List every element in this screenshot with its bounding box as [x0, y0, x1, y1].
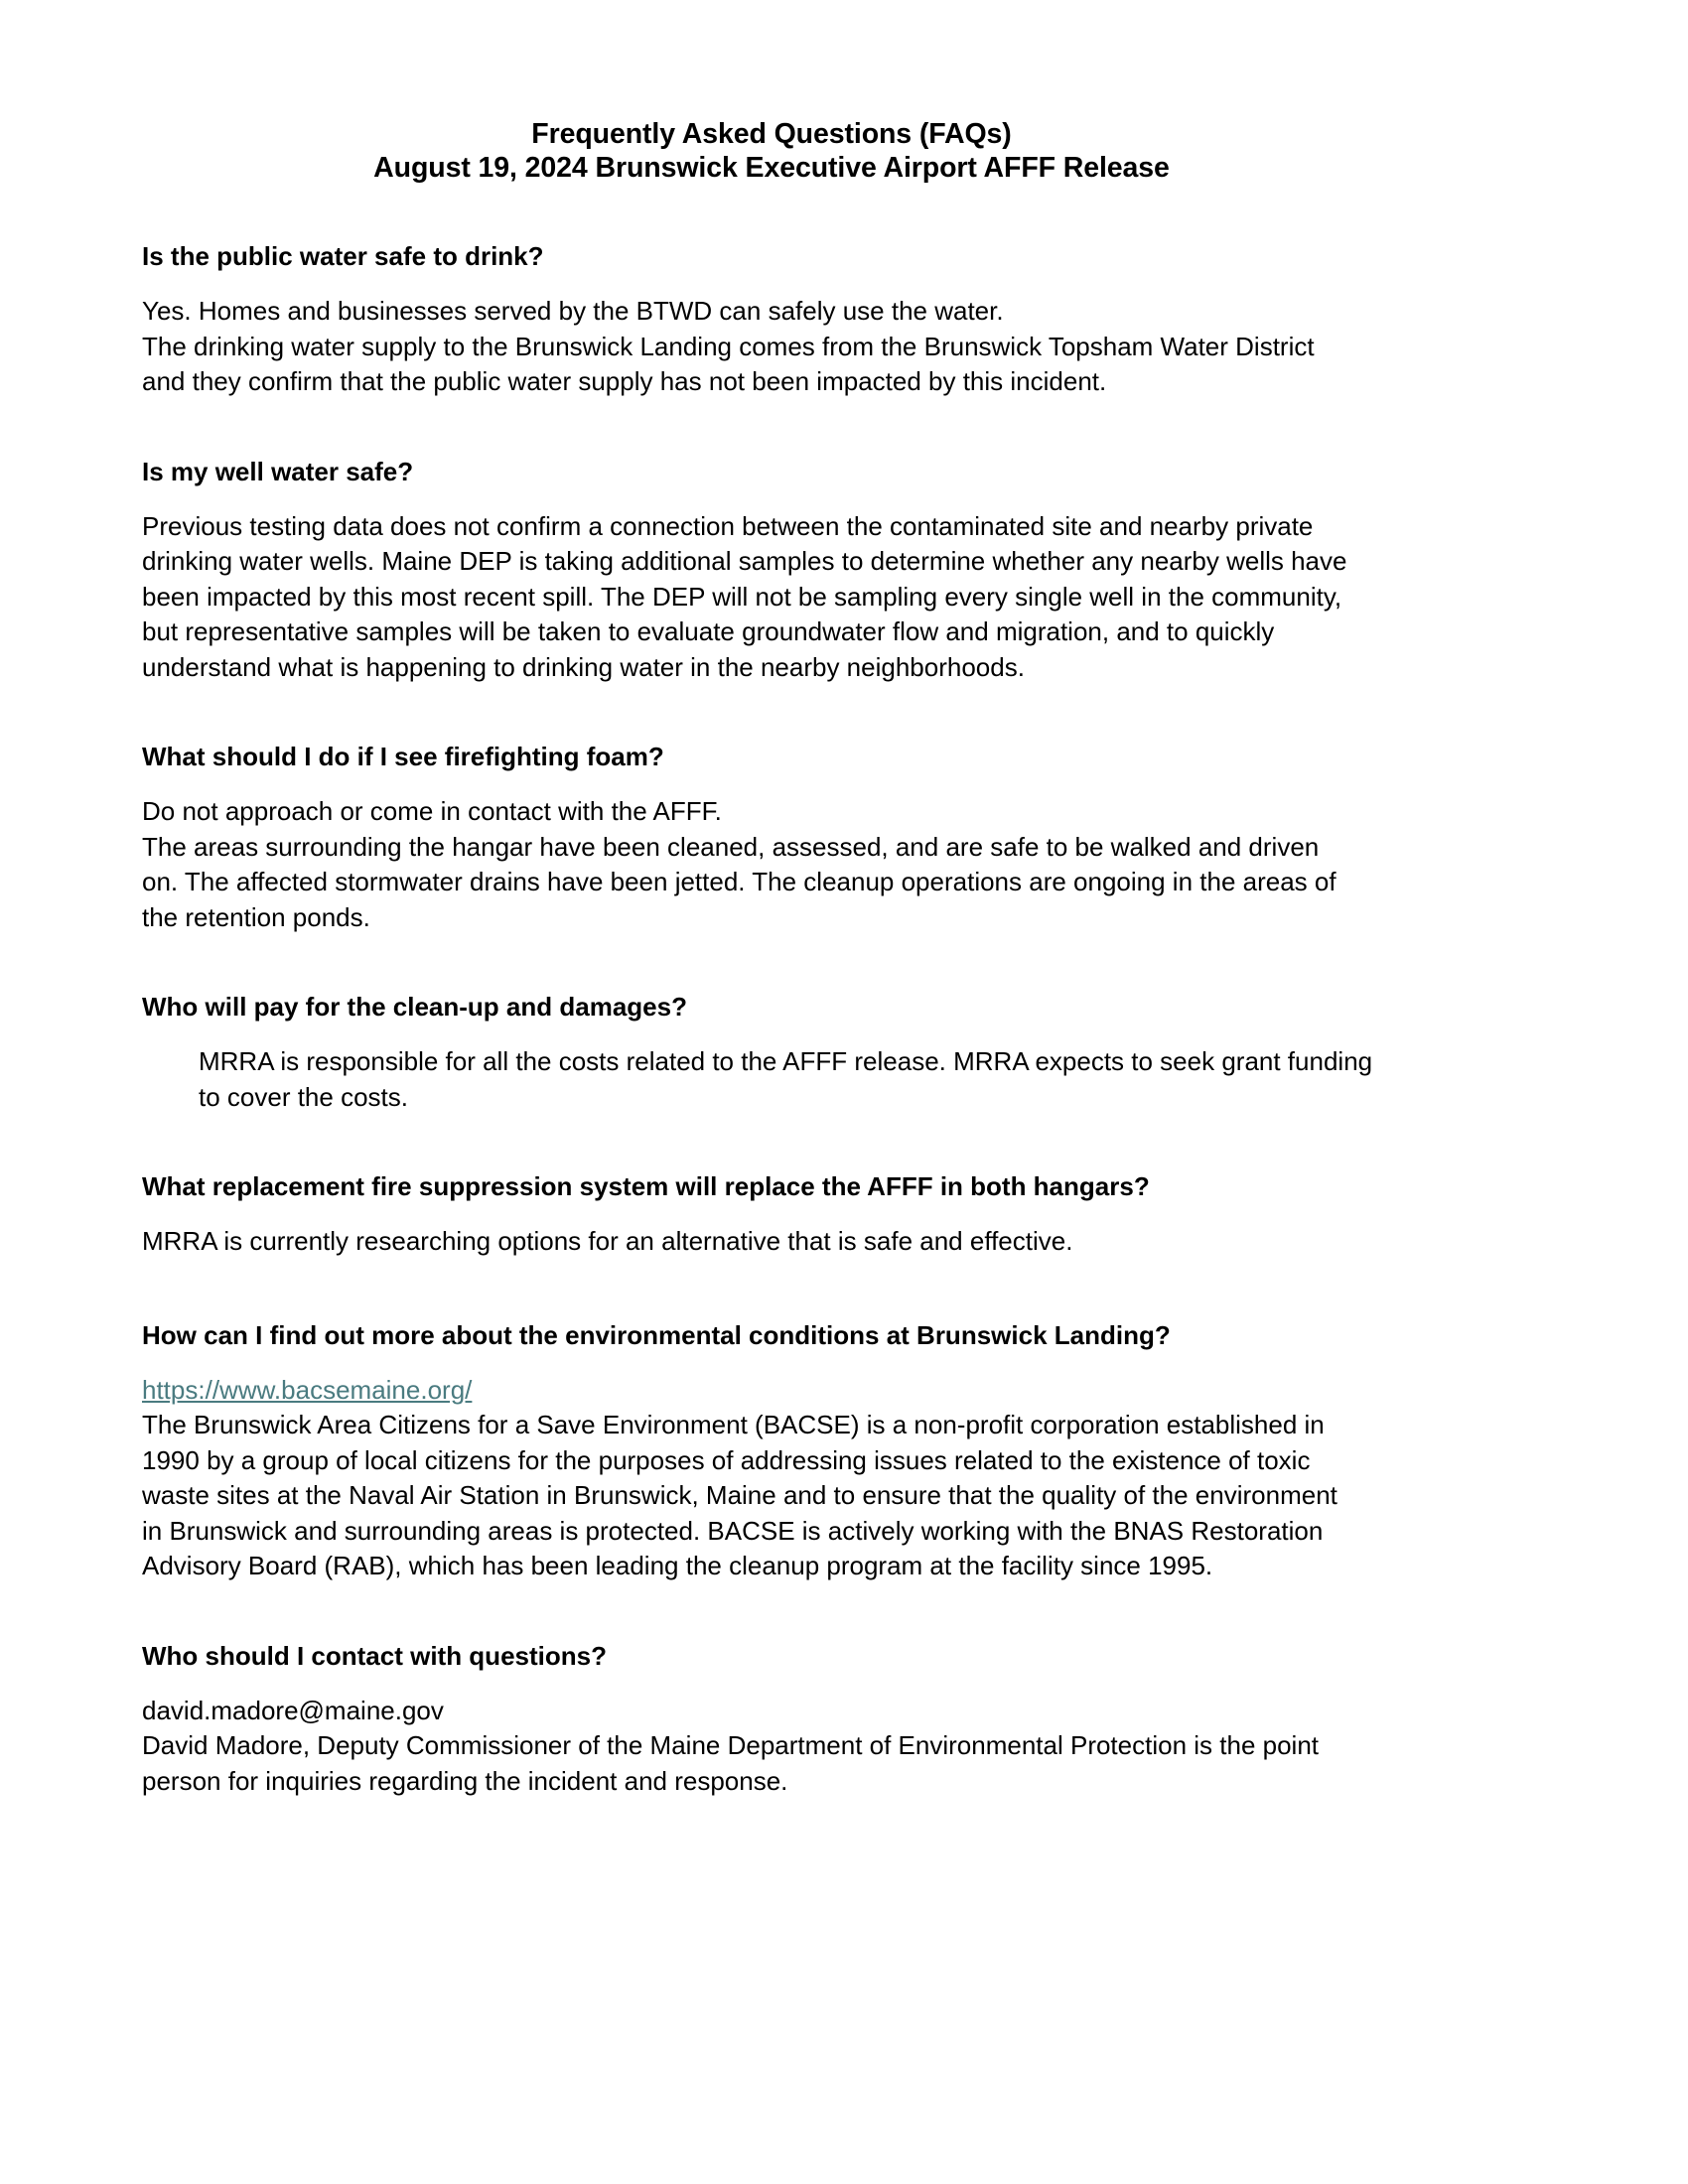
- answer-line: MRRA is currently researching options for an alternative that is safe and effective.: [142, 1226, 1073, 1256]
- spacer: [142, 685, 1423, 741]
- faq-section-environmental-conditions: [142, 1319, 1423, 1584]
- answer-line: but representative samples will be taken to evaluate groundwater flow and migration, and to quickly: [142, 616, 1275, 646]
- faq-answer: [142, 1373, 1423, 1584]
- spacer: [142, 1023, 1423, 1044]
- faq-answer: [142, 294, 1423, 400]
- answer-line: 1990 by a group of local citizens for the purposes of addressing issues related to the existence of toxic: [142, 1444, 1311, 1475]
- answer-line: Do not approach or come in contact with the AFFF.: [142, 796, 722, 826]
- answer-line: understand what is happening to drinking water in the nearby neighborhoods.: [142, 651, 1025, 682]
- bacse-website-link[interactable]: https://www.bacsemaine.org/: [142, 1374, 473, 1405]
- faq-answer: [142, 509, 1423, 686]
- faq-answer: [142, 794, 1423, 935]
- faq-question-heading: What replacement fire suppression system will replace the AFFF in both hangars?: [142, 1171, 1150, 1201]
- faq-question-heading: Is my well water safe?: [142, 456, 414, 486]
- document-title-line-1: Frequently Asked Questions (FAQs): [531, 118, 1012, 150]
- faq-section-well-water: [142, 456, 1423, 686]
- faq-section-cleanup-cost: [142, 991, 1423, 1115]
- spacer: [142, 772, 1423, 794]
- faq-section-contact: [142, 1640, 1423, 1800]
- answer-line: The areas surrounding the hangar have been cleaned, assessed, and are safe to be walked and driven: [142, 831, 1320, 862]
- spacer: [142, 1115, 1423, 1170]
- spacer: [142, 185, 1423, 240]
- answer-line: Yes. Homes and businesses served by the BTWD can safely use the water.: [142, 296, 1004, 326]
- faq-answer: [142, 1694, 1423, 1800]
- faq-section-public-water: [142, 240, 1423, 400]
- faq-question-heading: Who should I contact with questions?: [142, 1640, 607, 1671]
- spacer: [142, 935, 1423, 991]
- bacse-website-link-wrapper: [142, 1373, 1423, 1409]
- answer-line: to cover the costs.: [199, 1081, 408, 1112]
- spacer: [142, 1351, 1423, 1373]
- spacer: [142, 400, 1423, 456]
- answer-line: person for inquiries regarding the incident and response.: [142, 1765, 788, 1796]
- contact-email: david.madore@maine.gov: [142, 1695, 444, 1725]
- faq-question-heading: Who will pay for the clean-up and damages?: [142, 992, 687, 1022]
- faq-question-heading: Is the public water safe to drink?: [142, 241, 544, 271]
- faq-question-heading: What should I do if I see firefighting foam?: [142, 742, 664, 771]
- answer-line: on. The affected stormwater drains have been jetted. The cleanup operations are ongoing in the areas of: [142, 867, 1336, 896]
- answer-line: The Brunswick Area Citizens for a Save Environment (BACSE) is a non-profit corporation established in: [142, 1410, 1325, 1439]
- document-title-line-2: August 19, 2024 Brunswick Executive Airport AFFF Release: [373, 152, 1170, 184]
- answer-line: in Brunswick and surrounding areas is protected. BACSE is actively working with the BNAS Restoration: [142, 1515, 1324, 1546]
- answer-line: MRRA is responsible for all the costs related to the AFFF release. MRRA expects to seek grant funding: [199, 1046, 1373, 1076]
- spacer: [142, 1260, 1423, 1319]
- answer-line: The drinking water supply to the Brunswick Landing comes from the Brunswick Topsham Water District: [142, 331, 1315, 361]
- answer-line: been impacted by this most recent spill. The DEP will not be sampling every single well in the community,: [142, 581, 1342, 612]
- spacer: [142, 1672, 1423, 1694]
- answer-line: the retention ponds.: [142, 901, 370, 932]
- spacer: [142, 1202, 1423, 1224]
- faq-answer: [142, 1224, 1423, 1260]
- spacer: [142, 272, 1423, 294]
- answer-line: waste sites at the Naval Air Station in Brunswick, Maine and to ensure that the quality of the environment: [142, 1480, 1337, 1510]
- spacer: [142, 487, 1423, 509]
- answer-line: Advisory Board (RAB), which has been leading the cleanup program at the facility since 1995.: [142, 1551, 1213, 1580]
- faq-answer: [199, 1044, 1423, 1115]
- document-content: [142, 117, 1423, 1799]
- answer-line: David Madore, Deputy Commissioner of the Maine Department of Environmental Protection is the point: [142, 1730, 1320, 1760]
- faq-section-replacement-system: [142, 1170, 1423, 1260]
- answer-line: Previous testing data does not confirm a connection between the contaminated site and nearby private: [142, 510, 1314, 541]
- answer-line: and they confirm that the public water supply has not been impacted by this incident.: [142, 366, 1107, 396]
- faq-question-heading: How can I find out more about the environmental conditions at Brunswick Landing?: [142, 1319, 1171, 1350]
- answer-line: drinking water wells. Maine DEP is taking additional samples to determine whether any nearby wells have: [142, 546, 1347, 576]
- document-title: [142, 117, 1423, 185]
- spacer: [142, 1584, 1423, 1640]
- faq-section-firefighting-foam: [142, 741, 1423, 935]
